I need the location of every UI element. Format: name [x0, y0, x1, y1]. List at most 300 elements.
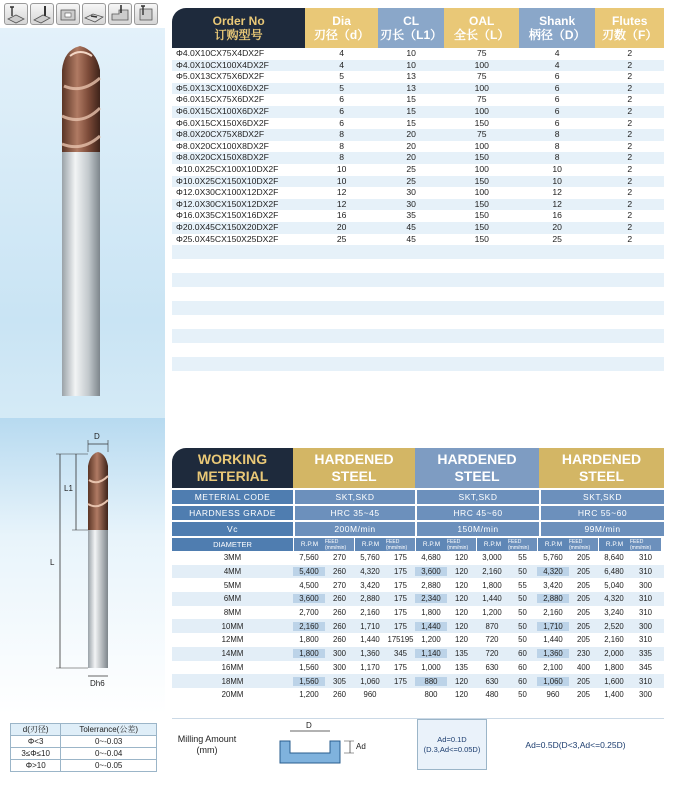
rpm-cell: 2,160: [482, 567, 502, 577]
feed-cell: 175: [393, 567, 407, 577]
spec-row-empty: [172, 245, 664, 259]
spec-cell: 20: [406, 152, 416, 163]
spec-cell: 45: [406, 233, 416, 244]
feed-cell: 300: [332, 649, 346, 659]
vc-value: 99M/min: [539, 522, 664, 536]
header-line: STEEL: [454, 468, 500, 484]
rpm-cell: 1,710: [360, 621, 380, 631]
feed-cell: 120: [454, 676, 468, 686]
milling-diagram: [242, 719, 417, 770]
rpm-cell: 720: [485, 649, 499, 659]
feed-cell: 260: [332, 621, 346, 631]
spec-row: [172, 199, 664, 211]
spec-cell: 10: [552, 163, 562, 174]
spec-cell: 2: [627, 59, 633, 70]
spec-cell: 20: [406, 129, 416, 140]
spec-cell: 8: [339, 140, 344, 151]
spec-cell: 25: [406, 175, 416, 186]
spec-row-empty: [172, 357, 664, 371]
rpm-cell: 1,060: [360, 676, 380, 686]
order-no-cell: Φ10.0X25CX150X10DX2F: [176, 175, 279, 186]
note-line: (D.3,Ad<=0.05D): [423, 744, 481, 754]
feed-cell: 120: [454, 580, 468, 590]
order-no-cell: Φ6.0X15CX75X6DX2F: [176, 94, 265, 105]
tolerance-table: [10, 723, 157, 772]
header-line: STEEL: [331, 468, 377, 484]
spec-cell: 150: [474, 152, 489, 163]
spec-cell: 45: [406, 221, 416, 232]
spec-cell: 6: [554, 94, 560, 105]
diameter-cell: 6MM: [223, 594, 242, 604]
feed-cell: 205: [576, 608, 590, 618]
rpm-header: R.P.M: [293, 538, 325, 551]
rpm-cell: 1,170: [360, 662, 380, 672]
spec-cell: 6: [339, 94, 344, 105]
dimension-diagram: [0, 418, 165, 714]
header-working-material: [172, 448, 293, 488]
flat-end-mill-icon: [4, 3, 28, 25]
spec-cell: 10: [552, 175, 562, 186]
rpm-cell: 2,160: [543, 608, 563, 618]
feed-cell: 310: [638, 553, 652, 563]
feed-cell: 300: [638, 621, 652, 631]
spec-cell: 2: [627, 105, 633, 116]
tolerance-range: Φ<3: [11, 736, 61, 748]
header-cn: 刃长（L1）: [380, 28, 443, 42]
diameter-cell: 16MM: [221, 662, 244, 672]
spec-cell: 20: [336, 221, 347, 232]
rpm-cell: 3,420: [543, 580, 563, 590]
cutting-conditions-table: [172, 448, 664, 702]
rpm-cell: 1,710: [537, 622, 569, 631]
rpm-cell: 960: [546, 690, 560, 700]
cutting-row: [172, 661, 664, 675]
vc-value: 200M/min: [293, 522, 415, 536]
rpm-cell: 1,200: [299, 690, 319, 700]
rpm-cell: 1,000: [421, 662, 441, 672]
hardness-value: HRC 35~45: [293, 506, 415, 520]
rpm-cell: 960: [363, 690, 377, 700]
spec-cell: 12: [552, 198, 562, 209]
spec-row: [172, 48, 664, 60]
cutting-table-body: [172, 551, 664, 702]
spec-cell: 2: [627, 221, 633, 232]
header-cn: 订购型号: [214, 28, 263, 42]
feed-cell: 135: [454, 662, 468, 672]
header-group-3: [539, 448, 664, 488]
feed-cell: 55: [518, 580, 527, 590]
spec-row-empty: [172, 273, 664, 287]
feed-header: FEED (mm/min): [630, 538, 661, 551]
spec-cell: 12: [336, 198, 347, 209]
feed-cell: 230: [576, 649, 590, 659]
spec-row: [172, 94, 664, 106]
feed-cell: 260: [332, 567, 346, 577]
header-en: Flutes: [612, 14, 648, 28]
feed-cell: 205: [576, 594, 590, 604]
milling-label-line: (mm): [196, 744, 218, 755]
spec-cell: 10: [406, 48, 416, 58]
spec-cell: 6: [554, 117, 560, 128]
tolerance-range: Φ>10: [11, 760, 61, 772]
spec-cell: 2: [627, 71, 633, 82]
feed-cell: 175: [393, 662, 407, 672]
rpm-cell: 2,880: [537, 594, 569, 603]
tolerance-row: [11, 736, 157, 748]
spec-row: [172, 71, 664, 83]
feed-cell: 120: [454, 635, 468, 645]
cutting-row: [172, 674, 664, 688]
feed-cell: 300: [332, 662, 346, 672]
header-dia: [305, 8, 378, 48]
feed-cell: 120: [454, 567, 468, 577]
rpm-cell: 3,420: [360, 580, 380, 590]
feed-cell: 120: [454, 690, 468, 700]
spec-cell: 10: [336, 175, 347, 186]
spec-table-body: [172, 48, 664, 371]
vc-row: [172, 522, 664, 536]
rpm-cell: 800: [424, 690, 438, 700]
feed-cell: 310: [638, 608, 652, 618]
rpm-cell: 2,160: [360, 608, 380, 618]
spec-cell: 10: [336, 163, 347, 174]
header-line: HARDENED: [437, 451, 517, 467]
rpm-cell: 1,200: [421, 635, 441, 645]
feed-cell: 120: [454, 594, 468, 604]
header-order-no: [172, 8, 305, 48]
rpm-cell: 630: [485, 662, 499, 672]
feed-cell: 300: [638, 580, 652, 590]
rpm-cell: 6,480: [604, 567, 624, 577]
material-code: SKT,SKD: [293, 490, 415, 504]
feed-cell: 50: [518, 594, 527, 604]
rpm-cell: 5,760: [360, 553, 380, 563]
header-line: WORKING: [197, 451, 268, 467]
header-cl: [378, 8, 445, 48]
diameter-cell: 10MM: [221, 621, 244, 631]
header-line: HARDENED: [314, 451, 394, 467]
spec-cell: 25: [406, 163, 416, 174]
header-group-2: [415, 448, 539, 488]
spec-cell: 4: [339, 59, 344, 70]
diameter-label: DIAMETER: [172, 538, 293, 551]
rpm-header: R.P.M: [354, 538, 386, 551]
header-cn: 柄径（D）: [528, 28, 586, 42]
header-line: METERIAL: [196, 468, 269, 484]
feed-cell: 60: [518, 662, 527, 672]
mill-label-ad: Ad: [356, 742, 366, 751]
rpm-cell: 2,700: [299, 608, 319, 618]
feed-cell: 305: [332, 676, 346, 686]
dim-label-l1: L1: [64, 484, 73, 493]
cutting-row: [172, 633, 664, 647]
rpm-cell: 3,000: [482, 553, 502, 563]
rpm-cell: 1,200: [482, 608, 502, 618]
tolerance-range: 3≤Φ≤10: [11, 748, 61, 760]
feed-cell: 260: [332, 608, 346, 618]
rpm-cell: 2,100: [543, 662, 563, 672]
spec-cell: 12: [336, 187, 347, 198]
feed-header: FEED (mm/min): [325, 538, 354, 551]
spec-cell: 2: [627, 175, 633, 186]
rpm-cell: 4,320: [604, 594, 624, 604]
rpm-header: R.P.M: [476, 538, 508, 551]
spec-cell: 8: [554, 129, 560, 140]
tolerance-row: [11, 748, 157, 760]
feed-cell: 345: [393, 649, 407, 659]
rpm-cell: 8,640: [604, 553, 624, 563]
end-mill-photo: [0, 28, 165, 446]
header-group-1: [293, 448, 415, 488]
feed-cell: 50: [518, 567, 527, 577]
feed-cell: 175: [393, 594, 407, 604]
spec-cell: 30: [406, 187, 416, 198]
cutting-row: [172, 551, 664, 565]
spec-cell: 150: [474, 175, 489, 186]
rpm-cell: 1,560: [299, 662, 319, 672]
tolerance-row: [11, 760, 157, 772]
spec-cell: 8: [339, 129, 344, 140]
feed-cell: 260: [332, 594, 346, 604]
spec-cell: 100: [474, 59, 489, 70]
order-no-cell: Φ5.0X13CX100X6DX2F: [176, 82, 269, 93]
feed-cell: 175: [393, 553, 407, 563]
feed-header: FEED (mm/min): [569, 538, 598, 551]
order-no-cell: Φ8.0X20CX100X8DX2F: [176, 140, 269, 151]
spec-cell: 2: [627, 198, 633, 209]
dim-label-d: D: [94, 432, 100, 441]
header-cn: 刃径（d）: [313, 28, 370, 42]
spec-cell: 20: [552, 221, 562, 232]
order-no-cell: Φ10.0X25CX100X10DX2F: [176, 163, 279, 174]
header-en: Dia: [332, 14, 351, 28]
spec-cell: 100: [474, 82, 489, 93]
spec-cell: 8: [554, 152, 560, 163]
left-panel: [0, 0, 165, 791]
feed-cell: 270: [332, 553, 346, 563]
spec-row: [172, 152, 664, 164]
spec-cell: 16: [552, 210, 562, 221]
rpm-cell: 7,560: [299, 553, 319, 563]
feed-cell: 205: [576, 676, 590, 686]
header-cn: 刃数（F）: [602, 28, 658, 42]
rpm-cell: 2,880: [360, 594, 380, 604]
spec-cell: 150: [474, 198, 489, 209]
spec-cell: 25: [552, 233, 562, 244]
tolerance-header-diameter: d(刃径): [11, 724, 61, 736]
spec-cell: 100: [474, 140, 489, 151]
cutting-row: [172, 647, 664, 661]
hardness-row: [172, 506, 664, 520]
spec-row: [172, 222, 664, 234]
material-code: SKT,SKD: [539, 490, 664, 504]
rpm-cell: 1,400: [604, 690, 624, 700]
feed-cell: 205: [576, 621, 590, 631]
order-no-cell: Φ25.0X45CX150X25DX2F: [176, 233, 279, 244]
spec-cell: 2: [627, 210, 633, 221]
spec-cell: 4: [554, 48, 560, 58]
rpm-cell: 2,340: [415, 594, 447, 603]
rpm-cell: 1,560: [293, 677, 325, 686]
diameter-cell: 14MM: [221, 649, 244, 659]
spec-cell: 2: [627, 233, 633, 244]
spec-cell: 6: [339, 105, 344, 116]
note-line: Ad=0.1D: [437, 734, 467, 744]
spec-cell: 4: [554, 59, 560, 70]
rpm-cell: 1,800: [421, 608, 441, 618]
tolerance-value: 0~-0.03: [61, 736, 157, 748]
rpm-cell: 2,160: [293, 622, 325, 631]
order-no-cell: Φ8.0X20CX75X8DX2F: [176, 129, 265, 140]
feed-cell: 260: [332, 690, 346, 700]
spec-cell: 150: [474, 210, 489, 221]
spec-cell: 30: [406, 198, 416, 209]
rpm-cell: 1,800: [293, 649, 325, 658]
feed-cell: 175195: [387, 635, 414, 645]
vc-value: 150M/min: [415, 522, 539, 536]
spec-row: [172, 83, 664, 95]
spec-table: [172, 8, 664, 371]
profile-milling-icon: [134, 3, 158, 25]
feed-cell: 205: [576, 567, 590, 577]
rpm-cell: 630: [485, 676, 499, 686]
header-shank: [519, 8, 595, 48]
rpm-cell: 4,680: [421, 553, 441, 563]
order-no-cell: Φ16.0X35CX150X16DX2F: [176, 210, 279, 221]
spec-row: [172, 176, 664, 188]
spec-cell: 6: [339, 117, 344, 128]
header-flutes: [595, 8, 664, 48]
feed-cell: 50: [518, 690, 527, 700]
header-line: HARDENED: [561, 451, 642, 467]
feed-cell: 310: [638, 594, 652, 604]
step-milling-icon: [108, 3, 132, 25]
feed-cell: 300: [638, 690, 652, 700]
spec-row: [172, 234, 664, 246]
spec-row: [172, 129, 664, 141]
spec-cell: 2: [627, 163, 633, 174]
spec-cell: 10: [406, 59, 416, 70]
diameter-cell: 18MM: [221, 676, 244, 686]
spec-row-empty: [172, 287, 664, 301]
side-milling-icon: [30, 3, 54, 25]
feed-cell: 205: [576, 635, 590, 645]
rpm-cell: 2,880: [421, 580, 441, 590]
machining-type-icons: [4, 3, 158, 25]
slot-milling-icon: [82, 3, 106, 25]
feed-cell: 260: [332, 635, 346, 645]
cutting-row: [172, 688, 664, 702]
rpm-cell: 5,040: [604, 580, 624, 590]
spec-cell: 2: [627, 82, 633, 93]
spec-cell: 13: [406, 71, 416, 82]
rpm-cell: 1,140: [415, 649, 447, 658]
order-no-cell: Φ5.0X13CX75X6DX2F: [176, 71, 265, 82]
rpm-cell: 1,440: [543, 635, 563, 645]
spec-cell: 150: [474, 233, 489, 244]
rpm-header: R.P.M: [537, 538, 569, 551]
spec-cell: 4: [339, 48, 344, 58]
spec-cell: 2: [627, 117, 633, 128]
spec-cell: 100: [474, 163, 489, 174]
diameter-cell: 3MM: [223, 553, 242, 563]
rpm-header: R.P.M: [415, 538, 447, 551]
diameter-cell: 8MM: [223, 608, 242, 618]
order-no-cell: Φ12.0X30CX150X12DX2F: [176, 198, 279, 209]
feed-cell: 205: [576, 553, 590, 563]
rpm-cell: 870: [485, 621, 499, 631]
spec-cell: 150: [474, 221, 489, 232]
cutting-row: [172, 619, 664, 633]
rpm-feed-subheader: [172, 538, 664, 551]
spec-cell: 2: [627, 129, 633, 140]
spec-cell: 75: [476, 129, 487, 140]
rpm-cell: 3,600: [415, 567, 447, 576]
diameter-cell: 12MM: [221, 635, 244, 645]
row-label: Vc: [172, 522, 293, 536]
feed-header: FEED (mm/min): [386, 538, 415, 551]
row-label: METERIAL CODE: [172, 490, 293, 504]
feed-cell: 120: [454, 621, 468, 631]
spec-cell: 5: [339, 71, 344, 82]
rpm-cell: 5,760: [543, 553, 563, 563]
spec-cell: 75: [476, 94, 487, 105]
feed-cell: 50: [518, 608, 527, 618]
spec-cell: 2: [627, 152, 633, 163]
cutting-row: [172, 578, 664, 592]
rpm-cell: 1,440: [482, 594, 502, 604]
header-en: OAL: [469, 14, 495, 28]
milling-note-large: Ad=0.5D(D<3,Ad<=0.25D): [525, 739, 626, 750]
spec-row: [172, 187, 664, 199]
diameter-cell: 5MM: [223, 580, 242, 590]
order-no-cell: Φ6.0X15CX150X6DX2F: [176, 117, 269, 128]
feed-cell: 50: [518, 621, 527, 631]
rpm-cell: 3,240: [604, 608, 624, 618]
tolerance-value: 0~-0.04: [61, 748, 157, 760]
feed-cell: 205: [576, 690, 590, 700]
spec-cell: 100: [474, 105, 489, 116]
rpm-cell: 4,500: [299, 580, 319, 590]
spec-row: [172, 164, 664, 176]
rpm-cell: 1,800: [299, 635, 319, 645]
rpm-cell: 1,440: [415, 622, 447, 631]
spec-cell: 100: [474, 187, 489, 198]
spec-cell: 6: [554, 71, 560, 82]
cutting-row: [172, 606, 664, 620]
rpm-cell: 4,320: [360, 567, 380, 577]
spec-cell: 2: [627, 187, 633, 198]
feed-cell: 310: [638, 635, 652, 645]
feed-header: FEED (mm/min): [447, 538, 476, 551]
header-en: Order No: [212, 14, 265, 28]
spec-row-empty: [172, 329, 664, 343]
spec-row-empty: [172, 259, 664, 273]
feed-cell: 60: [518, 649, 527, 659]
feed-cell: 270: [332, 580, 346, 590]
feed-cell: 175: [393, 580, 407, 590]
spec-cell: 75: [476, 71, 487, 82]
spec-cell: 16: [336, 210, 347, 221]
tolerance-header-tolerance: Tolerrance(公差): [61, 724, 157, 736]
material-code: SKT,SKD: [415, 490, 539, 504]
diameter-cell: 4MM: [223, 567, 242, 577]
feed-header: FEED (mm/min): [508, 538, 537, 551]
feed-cell: 310: [638, 567, 652, 577]
feed-cell: 175: [393, 608, 407, 618]
spec-row: [172, 141, 664, 153]
spec-cell: 8: [554, 140, 560, 151]
